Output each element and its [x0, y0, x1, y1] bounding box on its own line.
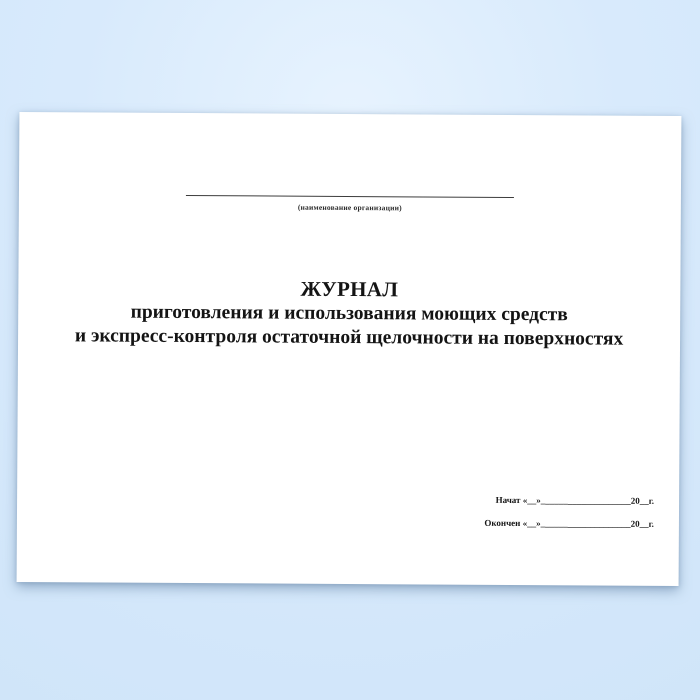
journal-subtitle-line-2: и экспресс-контроля остаточной щелочности на поверхностях: [74, 325, 624, 350]
journal-title: ЖУРНАЛ: [300, 276, 399, 302]
journal-subtitle-line-1: приготовления и использования моющих средств: [130, 301, 568, 326]
journal-cover-page: [17, 112, 682, 586]
end-date-line: Окончен «__»____________________20__г.: [484, 517, 654, 529]
organization-name-blank-line: [186, 183, 514, 198]
dates-block: [484, 495, 654, 530]
title-block: [18, 275, 680, 352]
start-date-line: Начат «__»____________________20__г.: [495, 494, 655, 506]
organization-name-caption: (наименование организации): [297, 202, 402, 213]
organization-name-block: [19, 182, 681, 217]
